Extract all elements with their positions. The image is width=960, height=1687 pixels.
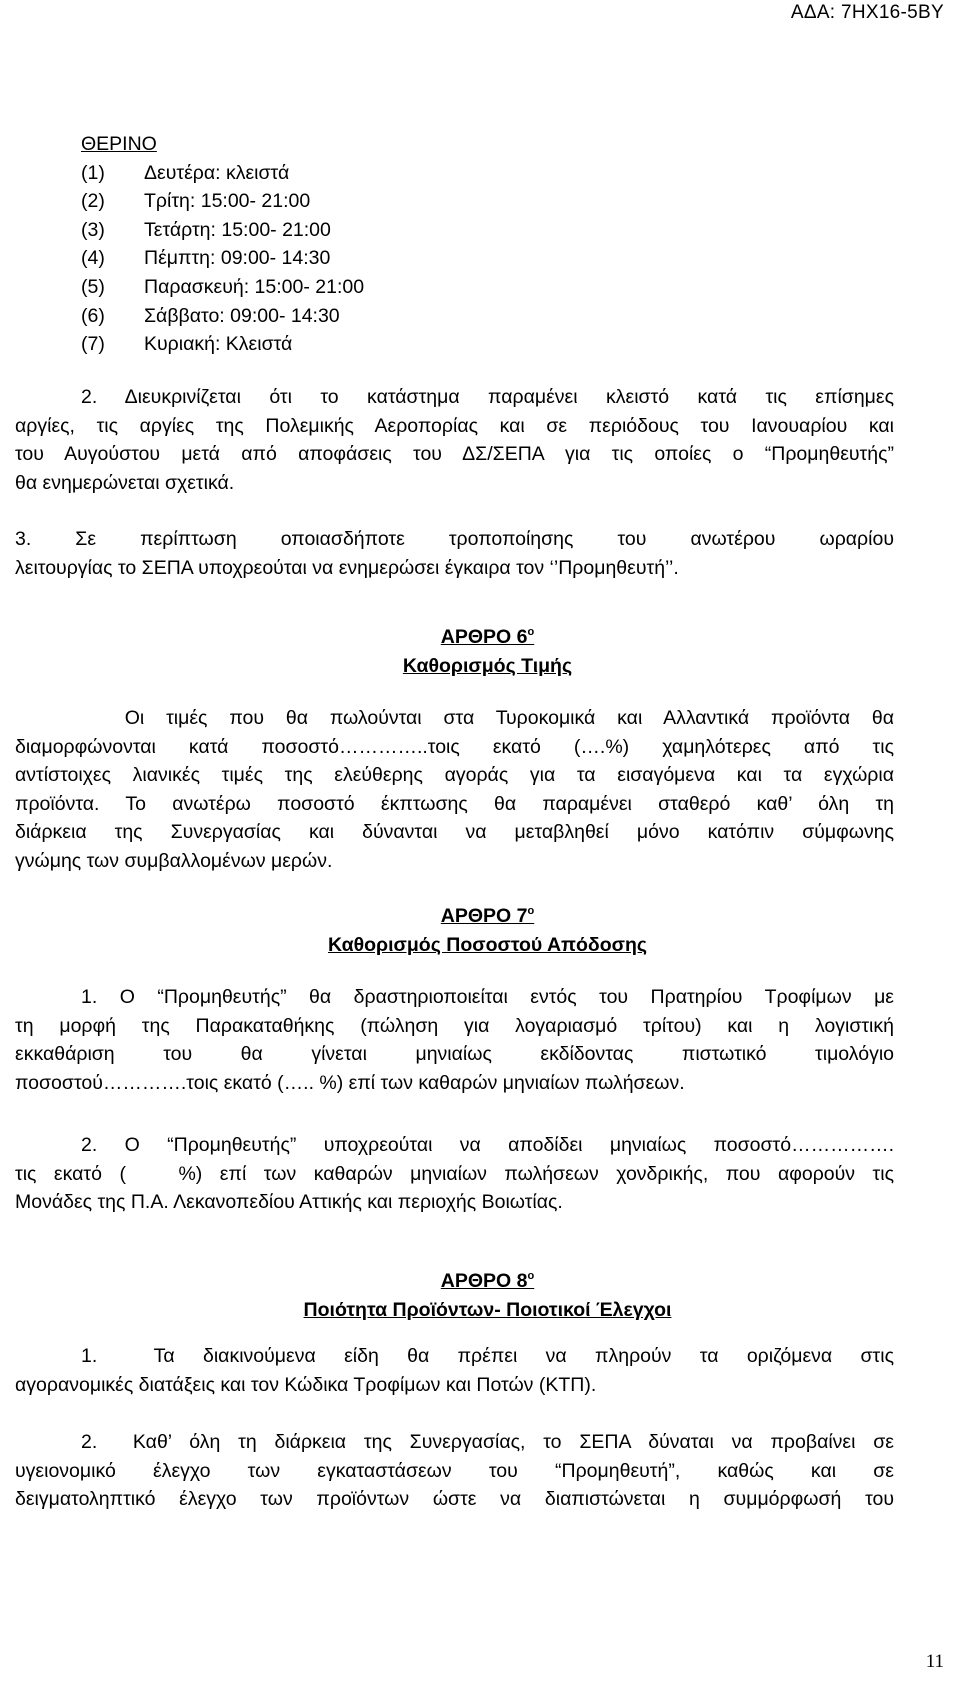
hours-row [81, 302, 364, 331]
art7-p2-line: Μονάδες της Π.Α. Λεκανοπεδίου Αττικής και περιοχής Βοιωτίας. [15, 1191, 563, 1214]
season-label: ΘΕΡΙΝΟ [81, 133, 157, 155]
hours-row [81, 273, 364, 302]
article-8-heading [81, 1262, 894, 1324]
art7-p1-line: εκκαθάριση του θα γίνεται μηνιαίως εκδίδοντας πιστωτικό τιμολόγιο [15, 1043, 894, 1066]
paragraph-3 [15, 525, 894, 582]
ada-code: ΑΔΑ: 7ΗΧ16-5ΒΥ [790, 2, 944, 23]
hours-day-number: (6) [81, 304, 105, 327]
art8-p2-line: 2. Καθ’ όλη τη διάρκεια της Συνεργασίας, το ΣΕΠΑ δύναται να προβαίνει σε [81, 1431, 894, 1453]
article-7-heading [81, 897, 894, 959]
p2-line: 2. Διευκρινίζεται ότι το κατάστημα παραμένει κλειστό κατά τις επίσημες [81, 386, 894, 408]
article-7-paragraph-1 [15, 983, 894, 1097]
art6-line: γνώμης των συμβαλλομένων μερών. [15, 849, 333, 872]
hours-row [81, 187, 364, 216]
p3-line: 3. Σε περίπτωση οποιασδήποτε τροποποίησης του ανωτέρου ωραρίου [15, 528, 894, 550]
hours-day-text: Τρίτη: 15:00- 21:00 [144, 190, 311, 213]
hours-day-text: Πέμπτη: 09:00- 14:30 [144, 247, 331, 270]
hours-day-text: Σάββατο: 09:00- 14:30 [144, 304, 340, 327]
article-8-paragraph-2 [15, 1428, 894, 1514]
article-6-sup: ο [527, 626, 535, 638]
art7-p2-line: 2. Ο “Προμηθευτής” υποχρεούται να αποδίδει μηνιαίως ποσοστό……………. [81, 1134, 894, 1156]
article-6-heading [81, 618, 894, 680]
article-8-subtitle: Ποιότητα Προϊόντων- Ποιοτικοί Έλεγχοι [303, 1298, 672, 1321]
art6-line: διαμορφώνονται κατά ποσοστό…………..τοις εκατό (….%) χαμηλότερες από τις [15, 735, 894, 758]
page-number: 11 [925, 1651, 944, 1672]
art8-p2-line: υγειονομικό έλεγχο των εγκαταστάσεων του “Προμηθευτή”, καθώς και σε [15, 1459, 894, 1482]
hours-list [81, 159, 364, 359]
art6-line: προϊόντα. Το ανωτέρω ποσοστό έκπτωσης θα παραμένει σταθερό καθ’ όλη τη [15, 792, 894, 815]
hours-day-number: (2) [81, 190, 105, 213]
hours-day-number: (1) [81, 161, 105, 184]
art8-p2-line: δειγματοληπτικό έλεγχο των προϊόντων ώστε να διαπιστώνεται η συμμόρφωσή του [15, 1488, 894, 1511]
article-7-paragraph-2 [15, 1131, 894, 1217]
hours-day-text: Τετάρτη: 15:00- 21:00 [144, 218, 331, 241]
art6-line: αντίστοιχες λιανικές τιμές της ελεύθερης αγοράς για τα εισαγόμενα και τα εγχώρια [15, 764, 894, 787]
hours-day-number: (3) [81, 218, 105, 241]
art7-p1-line: τη μορφή της Παρακαταθήκης (πώληση για λογαριασμό τρίτου) και η λογιστική [15, 1014, 894, 1037]
article-8-sup: ο [527, 1270, 535, 1282]
art6-line: διάρκεια της Συνεργασίας και δύνανται να μεταβληθεί μόνο κατόπιν σύμφωνης [15, 821, 894, 844]
article-7-title: ΑΡΘΡΟ 7 [440, 905, 528, 927]
hours-day-number: (4) [81, 247, 105, 270]
hours-day-number: (5) [81, 275, 105, 298]
p3-line: λειτουργίας το ΣΕΠΑ υποχρεούται να ενημερώσει έγκαιρα τον ‘’Προμηθευτή’’. [15, 556, 679, 579]
art8-p1-line: 1. Τα διακινούμενα είδη θα πρέπει να πληρούν τα οριζόμενα στις [81, 1345, 894, 1367]
hours-row [81, 159, 364, 188]
article-7-sup: ο [527, 905, 535, 917]
article-8-paragraph-1 [15, 1342, 894, 1399]
art7-p1-line: 1. Ο “Προμηθευτής” θα δραστηριοποιείται εντός του Πρατηρίου Τροφίμων με [81, 986, 894, 1008]
p2-line: θα ενημερώνεται σχετικά. [15, 471, 235, 494]
hours-day-text: Δευτέρα: κλειστά [144, 161, 290, 184]
p2-line: του Αυγούστου μετά από αποφάσεις του ΔΣ/ΣΕΠΑ για τις οποίες ο “Προμηθευτής” [15, 443, 894, 466]
hours-row [81, 216, 364, 245]
hours-day-text: Κυριακή: Κλειστά [144, 333, 293, 356]
p2-line: αργίες, τις αργίες της Πολεμικής Αεροπορίας και σε περιόδους του Ιανουαρίου και [15, 414, 894, 437]
hours-section [81, 130, 364, 359]
hours-row [81, 330, 364, 359]
article-6-title: ΑΡΘΡΟ 6 [440, 626, 528, 648]
art7-p1-line: ποσοστού………….τοις εκατό (….. %) επί των καθαρών μηνιαίων πωλήσεων. [15, 1071, 685, 1094]
hours-day-text: Παρασκευή: 15:00- 21:00 [144, 275, 365, 298]
paragraph-2 [15, 383, 894, 497]
article-8-title: ΑΡΘΡΟ 8 [440, 1270, 528, 1292]
art7-p2-line: τις εκατό ( %) επί των καθαρών μηνιαίων πωλήσεων χονδρικής, που αφορούν τις [15, 1162, 894, 1185]
article-6-subtitle: Καθορισμός Τιμής [402, 654, 573, 677]
art8-p1-line: αγορανομικές διατάξεις και τον Κώδικα Τροφίμων και Ποτών (ΚΤΠ). [15, 1373, 597, 1396]
article-7-subtitle: Καθορισμός Ποσοστού Απόδοσης [327, 933, 648, 956]
hours-day-number: (7) [81, 333, 105, 356]
article-6-body [0, 704, 894, 876]
hours-row [81, 244, 364, 273]
art6-line: Οι τιμές που θα πωλούνται στα Τυροκομικά και Αλλαντικά προϊόντα θα [81, 707, 894, 729]
